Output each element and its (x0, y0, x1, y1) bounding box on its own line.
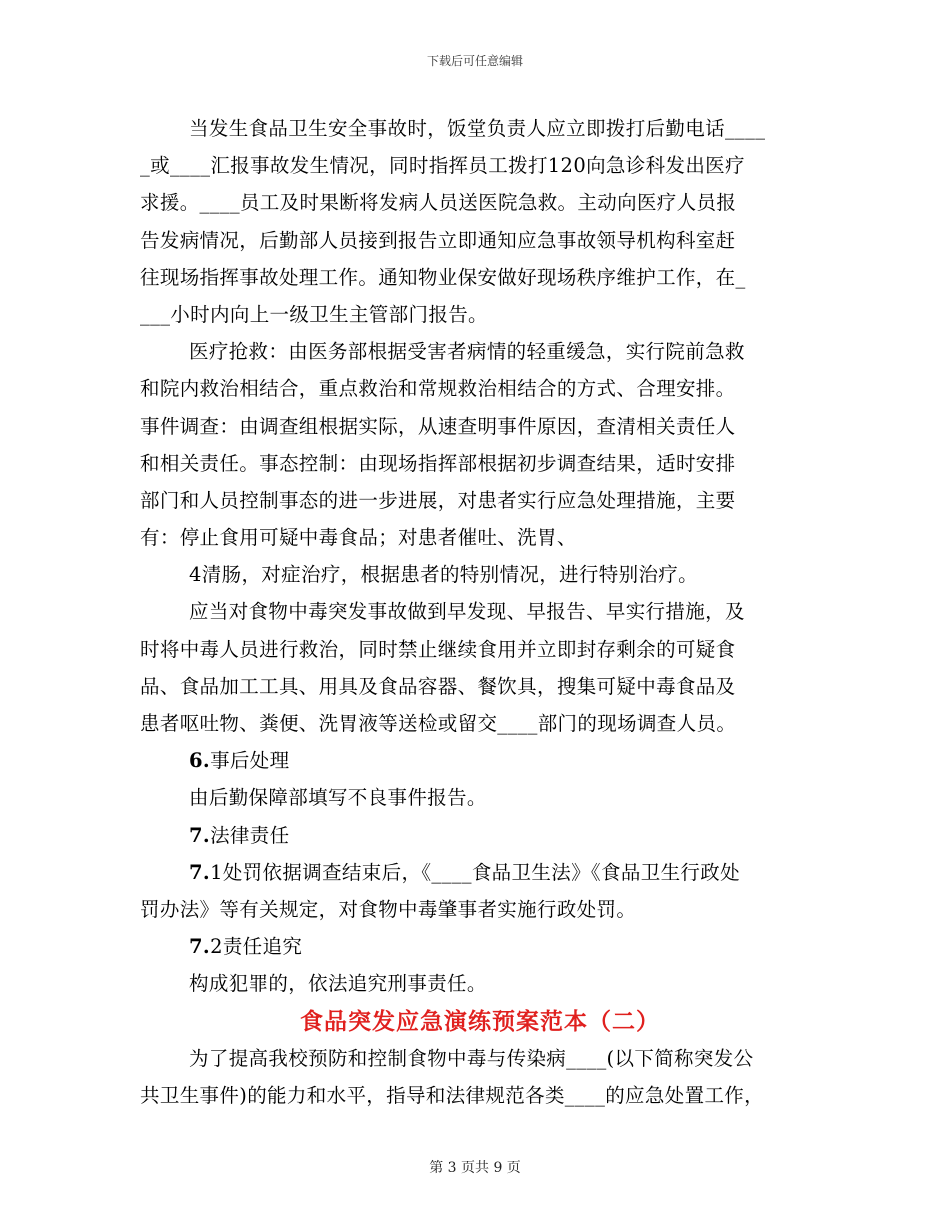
page-footer-number: 第 3 页共 9 页 (429, 1160, 521, 1176)
text-line: 共卫生事件)的能力和水平，指导和法律规范各类____的应急处置工作， (140, 1083, 765, 1107)
text-line: 当发生食品卫生安全事故时，饭堂负责人应立即拨打后勤电话____ (189, 117, 766, 140)
text-line: 事件调查：由调查组根据实际，从速查明事件原因，查清相关责任人 (140, 414, 736, 438)
section-body-text: 罚办法》等有关规定，对食物中毒肇事者实施行政处罚。 (140, 897, 637, 921)
text-line: 有：停止食用可疑中毒食品；对患者催吐、洗胃、 (140, 526, 577, 550)
text-line: 往现场指挥事故处理工作。通知物业保安做好现场秩序维护工作，在_ (140, 265, 746, 289)
text-line: 和院内救治相结合，重点救治和常规救治相结合的方式、合理安排。 (140, 377, 736, 401)
text-line: 告发病情况，后勤部人员接到报告立即通知应急事故领导机构科室赶 (140, 228, 736, 252)
section-title: 1处罚依据调查结束后，《____食品卫生法》《食品卫生行政处 (210, 860, 740, 884)
text-line: 医疗抢救：由医务部根据受害者病情的轻重缓急，实行院前急救 (189, 340, 745, 364)
section-body-text: 构成犯罪的，依法追究刑事责任。 (189, 972, 487, 996)
paragraph-block (140, 1040, 820, 1114)
section-number: 7. (189, 860, 211, 884)
section-body-text: 由后勤保障部填写不良事件报告。 (189, 786, 487, 810)
text-line: 部门和人员控制事态的进一步进展，对患者实行应急处理措施，主要 (140, 488, 736, 512)
section-number: 7. (189, 823, 211, 847)
text-line: 4清肠，对症治疗，根据患者的特别情况，进行特别治疗。 (189, 563, 699, 587)
section-heading-6 (140, 742, 820, 779)
page-header-note: 下载后可任意编辑 (426, 54, 523, 68)
section-title: 事后处理 (210, 749, 290, 773)
text-line: _或____汇报事故发生情况，同时指挥员工拨打120向急诊科发出医疗 (140, 154, 745, 178)
section-title: 2责任追究 (210, 935, 303, 959)
section-heading-7 (140, 817, 820, 854)
text-line: 求援。____员工及时果断将发病人员送医院急救。主动向医疗人员报 (140, 191, 737, 215)
text-line: 时将中毒人员进行救治，同时禁止继续食用并立即封存剩余的可疑食 (140, 637, 736, 661)
section-number: 7. (189, 935, 211, 959)
section-title: 法律责任 (210, 823, 290, 847)
text-line: 和相关责任。事态控制：由现场指挥部根据初步调查结果，适时安排 (140, 451, 736, 475)
text-line: 应当对食物中毒突发事故做到早发现、早报告、早实行措施，及 (189, 600, 745, 624)
paragraph-block (140, 110, 820, 742)
document-body (140, 110, 820, 1114)
document-heading: 食品突发应急演练预案范本（二） (300, 1007, 660, 1035)
text-line: 品、食品加工工具、用具及食品容器、餐饮具，搜集可疑中毒食品及 (140, 674, 736, 698)
section-number: 6. (189, 749, 211, 773)
section-heading-7-2 (140, 928, 820, 965)
section-heading-7-1 (140, 854, 820, 891)
text-line: ___小时内向上一级卫生主管部门报告。 (140, 302, 488, 326)
text-line: 为了提高我校预防和控制食物中毒与传染病____(以下简称突发公 (189, 1046, 754, 1070)
text-line: 患者呕吐物、粪便、洗胃液等送检或留交____部门的现场调查人员。 (140, 712, 737, 735)
